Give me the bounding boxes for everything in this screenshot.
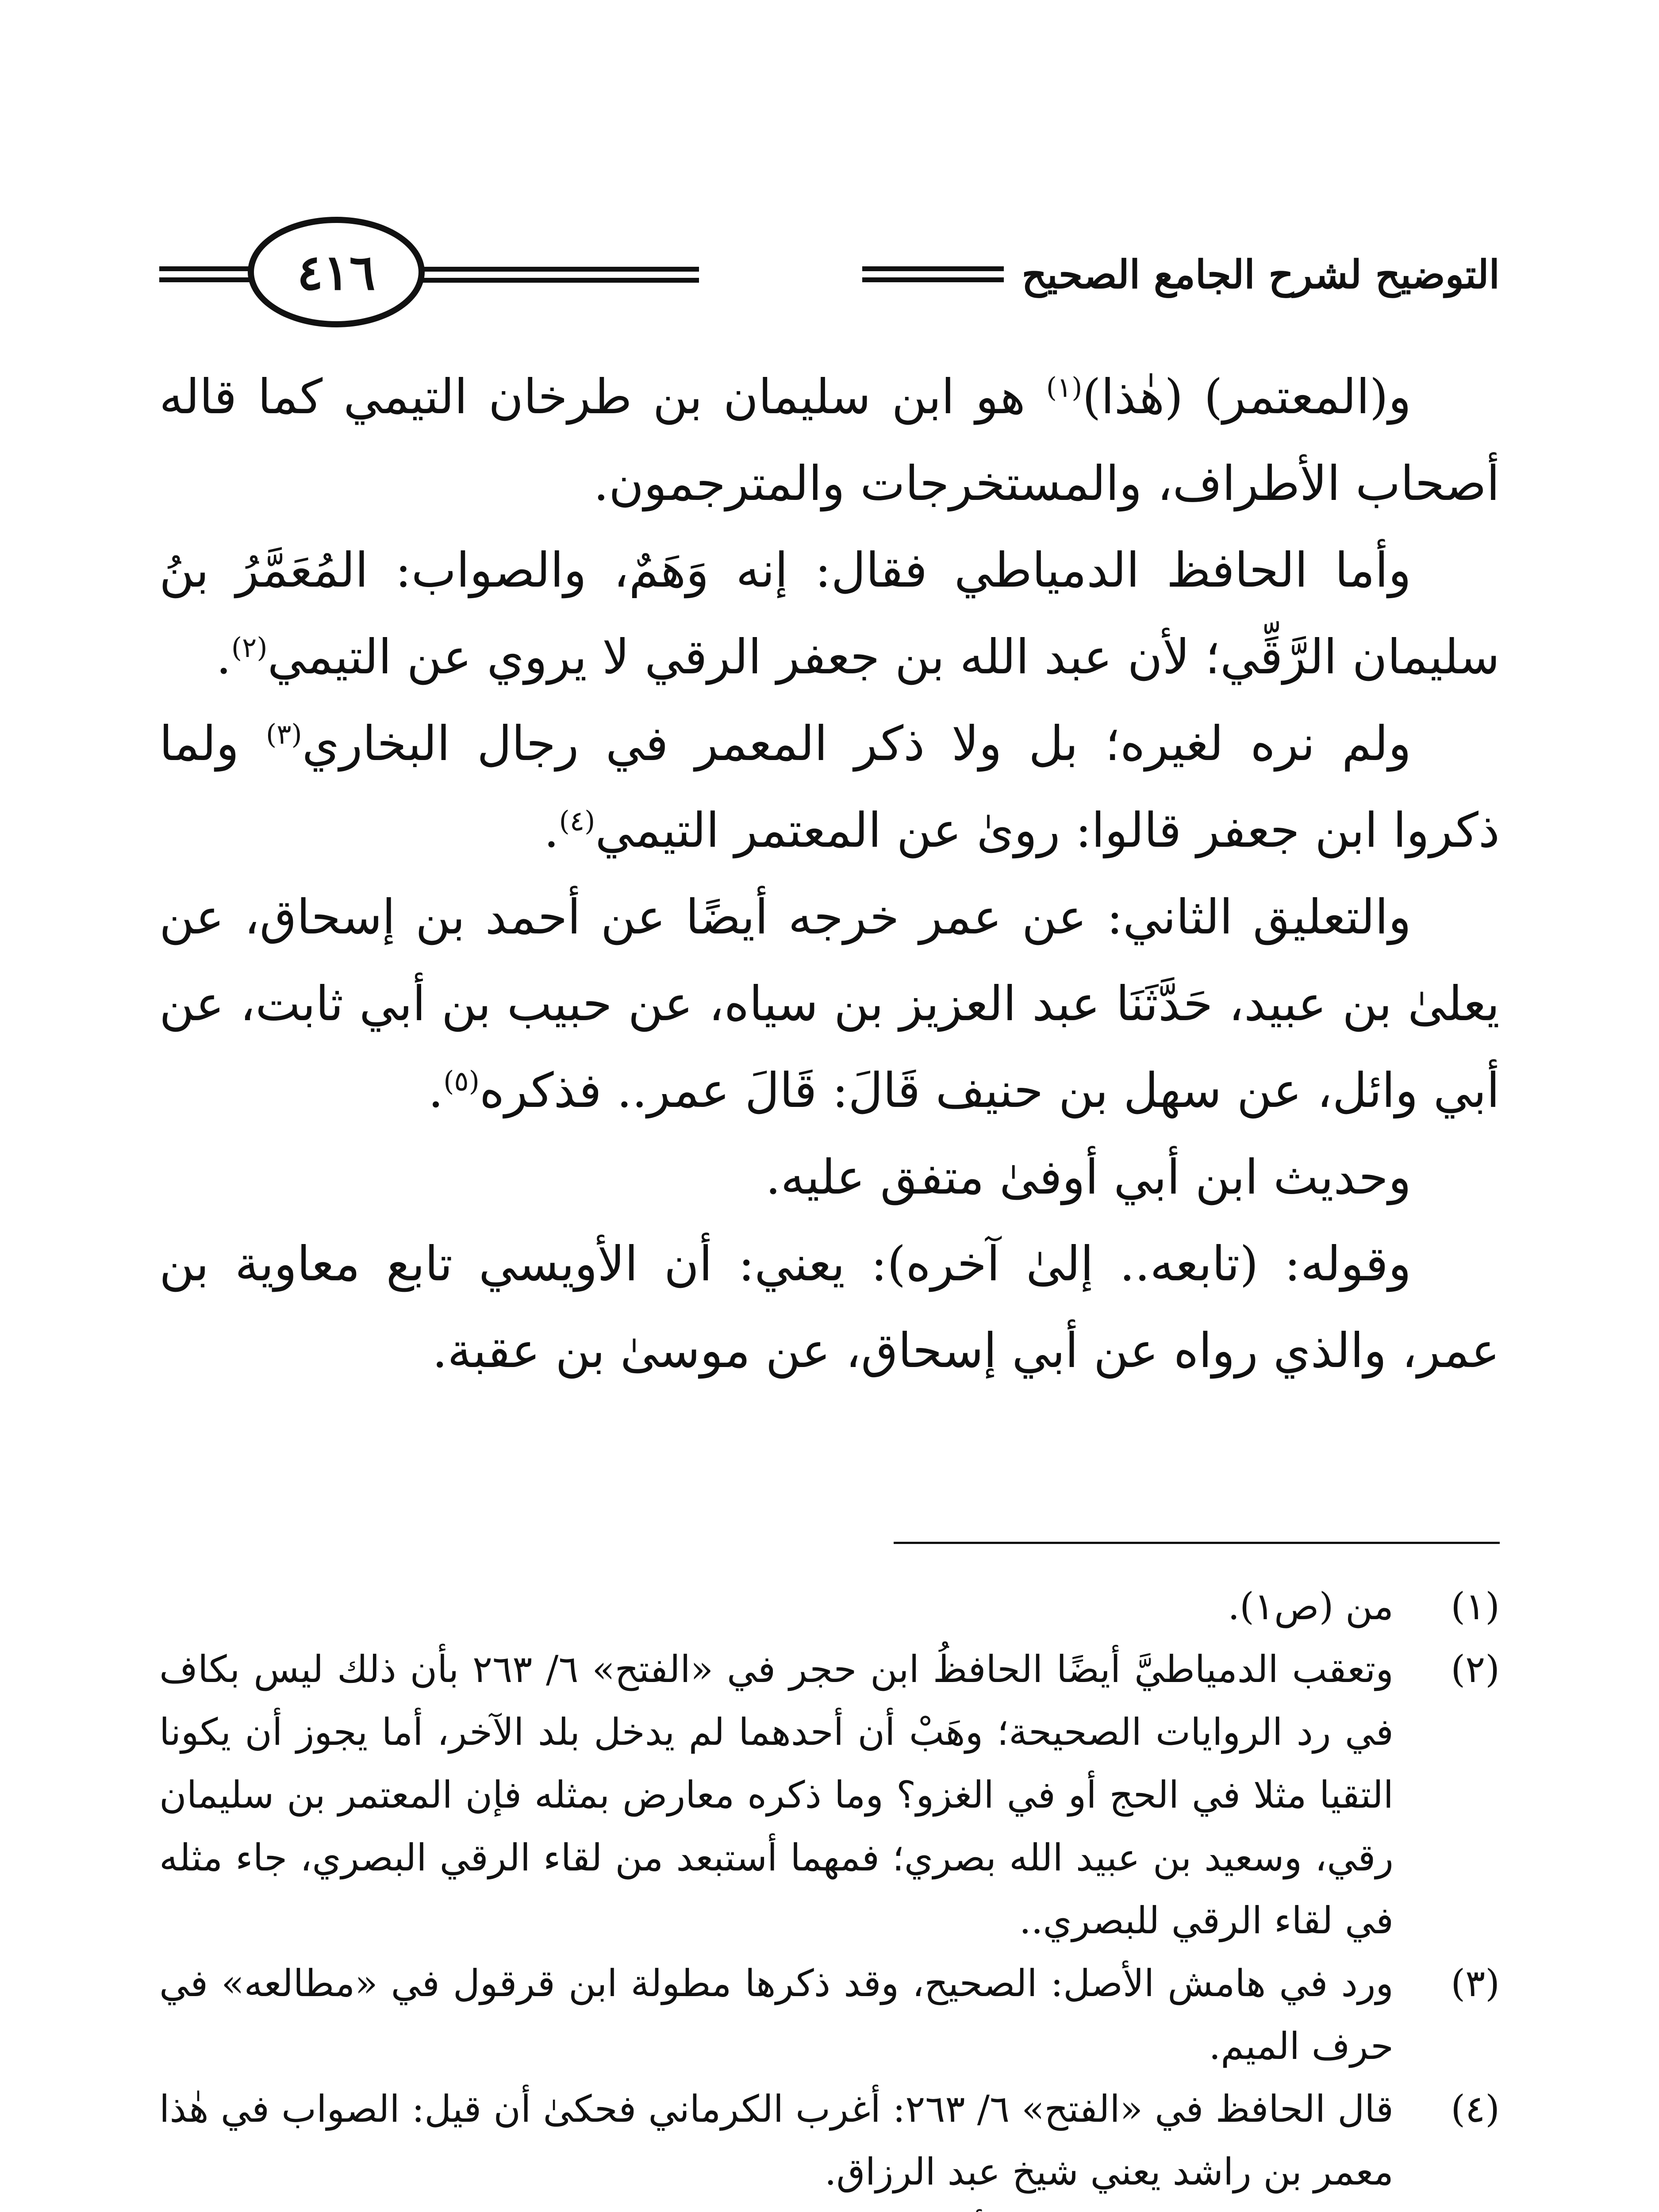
footnote-text	[159, 2203, 1394, 2212]
footnote-number: (٢)	[1451, 1647, 1500, 1691]
footnote-separator	[894, 1542, 1500, 1544]
footnotes	[159, 1575, 1500, 2212]
header-title: التوضيح لشرح الجامع الصحيح	[1022, 251, 1500, 297]
page-number-ornament	[159, 217, 425, 332]
footnote-3	[159, 1952, 1500, 2078]
footnote-text: وتعقب الدمياطيَّ أيضًا الحافظُ ابن حجر في «الفتح» ٦/ ٢٦٣ بأن ذلك ليس بكاف في رد الروايات الصحيحة؛ وهَبْ أن أحدهما لم يدخل بلد الآخر، أما يجوز أن يكونا التقيا مثلا في الحج أو في الغزو؟ وما ذكره معارض بمثله فإن المعتمر بن سليمان رقي، وسعيد بن عبيد الله بصري؛ فمهما أستبعد من لقاء الرقي البصري، جاء مثله في لقاء الرقي للبصري..	[159, 1647, 1394, 1942]
paragraph-1: و(المعتمر) (هٰذا)$^{(١)}$ هو ابن سليمان بن طرخان التيمي كما قاله أصحاب الأطراف، والمستخرجات والمترجمون.	[159, 369, 1500, 511]
footnote-number: (٣)	[1451, 1962, 1500, 2005]
note-marker-2: (٢)	[231, 631, 268, 664]
footnote-2	[159, 1638, 1500, 1952]
paragraph-2: وأما الحافظ الدمياطي فقال: إنه وَهَمٌ، والصواب: المُعَمَّرُ بنُ سليمان الرَّقِّي؛ لأن عبد الله بن جعفر الرقي لا يروي عن التيمي$^{(٢)}$.	[159, 543, 1500, 685]
footnote-number: (٤)	[1451, 2087, 1500, 2131]
footnote-text: من (ص١).	[1228, 1585, 1394, 1628]
header-rule-right	[862, 266, 1004, 282]
footnote-text: قال الحافظ في «الفتح» ٦/ ٢٦٣: أغرب الكرماني فحكىٰ أن قيل: الصواب في هٰذا معمر بن راشد يعني شيخ عبد الرزاق.	[159, 2087, 1394, 2193]
page-number: ٤١٦	[248, 217, 425, 327]
running-header	[159, 208, 1500, 341]
paragraph-3: ولم نره لغيره؛ بل ولا ذكر المعمر في رجال البخاري$^{(٣)}$ ولما ذكروا ابن جعفر قالوا: روىٰ عن المعتمر التيمي$^{(٤)}$.	[159, 716, 1500, 858]
paragraph-6: وقوله: (تابعه.. إلىٰ آخره): يعني: أن الأويسي تابع معاوية بن عمر، والذي رواه عن أبي إسحاق، عن موسىٰ بن عقبة.	[159, 1237, 1500, 1379]
footnote-number: (١)	[1451, 1585, 1500, 1628]
paragraph-4: والتعليق الثاني: عن عمر خرجه أيضًا عن أحمد بن إسحاق، عن يعلىٰ بن عبيد، حَدَّثَنَا عبد العزيز بن سياه، عن حبيب بن أبي ثابت، عن أبي وائل، عن سهل بن حنيف قَالَ: قَالَ عمر.. فذكره$^{(٥)}$.	[159, 890, 1500, 1118]
note-marker-3: (٣)	[265, 718, 302, 750]
footnote-text: ورد في هامش الأصل: الصحيح، وقد ذكرها مطولة ابن قرقول في «مطالعه» في حرف الميم.	[159, 1962, 1394, 2068]
note-marker-4: (٤)	[559, 805, 595, 837]
header-rule-middle	[416, 267, 699, 283]
paragraph-5: وحديث ابن أبي أوفىٰ متفق عليه.	[765, 1150, 1411, 1205]
note-marker-1: (١)	[1046, 371, 1083, 403]
header-title-group	[703, 248, 1500, 301]
footnote-1	[159, 1575, 1500, 1638]
footnote-4	[159, 2078, 1500, 2212]
note-marker-5: (٥)	[443, 1065, 480, 1097]
main-text	[159, 354, 1500, 1394]
